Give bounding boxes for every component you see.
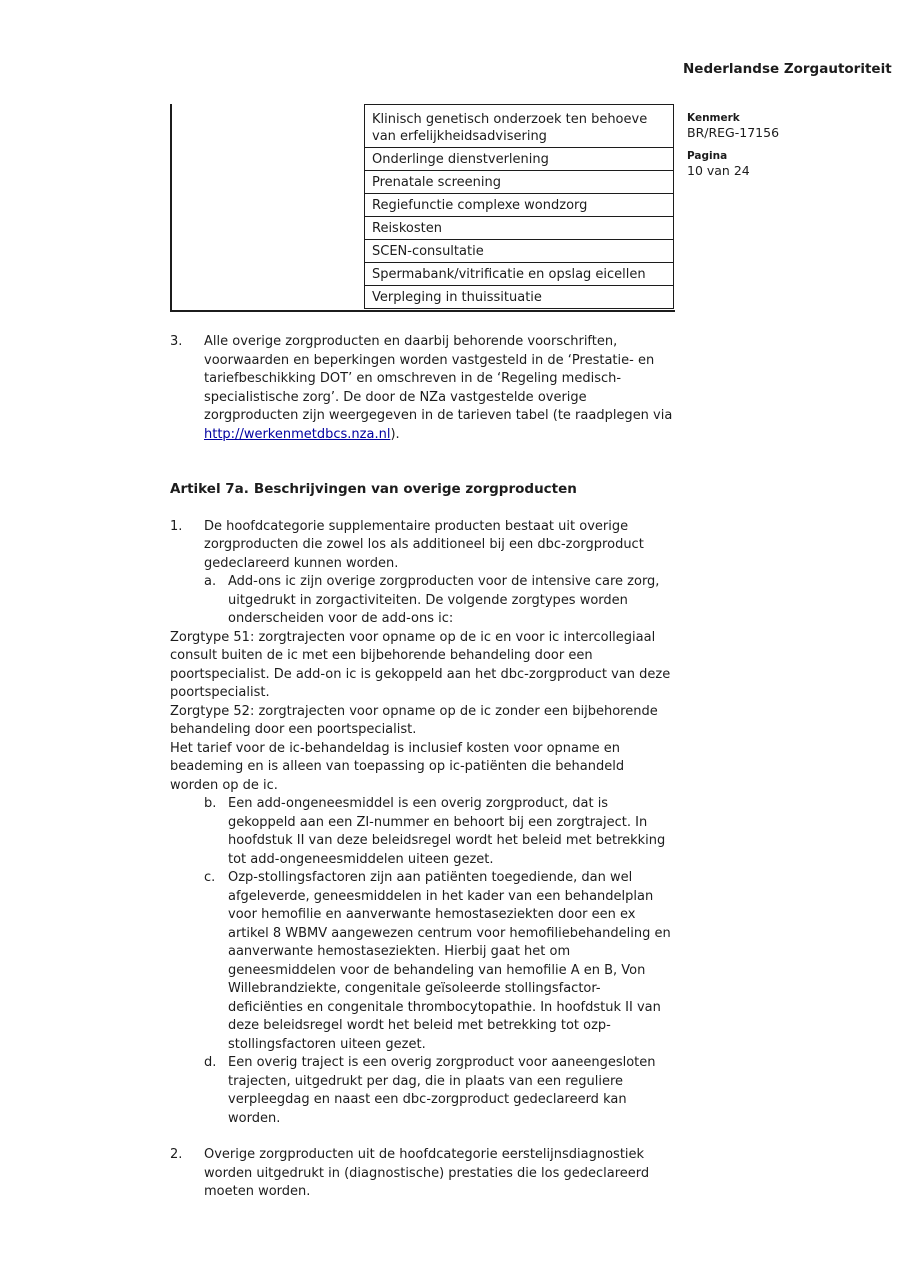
item3-text-after: ). bbox=[390, 426, 400, 442]
pagina-label: Pagina bbox=[687, 150, 728, 162]
kenmerk-label: Kenmerk bbox=[687, 112, 740, 124]
table-row: SCEN-consultatie bbox=[364, 239, 674, 264]
list-marker: d. bbox=[204, 1055, 217, 1070]
meta-pagina bbox=[687, 150, 847, 178]
numbered-item-2 bbox=[170, 1146, 675, 1202]
main-content bbox=[170, 104, 675, 1202]
sub-item-b bbox=[204, 795, 675, 869]
list-marker: b. bbox=[204, 796, 217, 811]
numbered-item-2-text: Overige zorgproducten uit de hoofdcategorie eerstelijnsdiagnostiek worden uitgedrukt in (diagnostische) prestaties die los gedeclareerd moeten worden. bbox=[204, 1147, 650, 1199]
item3-text-before: Alle overige zorgproducten en daarbij behorende voorschriften, voorwaarden en beperkingen worden vastgesteld in de ‘Prestatie- en tariefbeschikking DOT’ en omschreven in de ‘Regeling medisch-specialistische zorg’. De door de NZa vastgestelde overige zorgproducten zijn weergegeven in de tarieven tabel (te raadplegen via bbox=[204, 334, 673, 423]
zorgproducten-table bbox=[170, 104, 675, 312]
sub-item-d bbox=[204, 1054, 675, 1128]
article-heading-number: Artikel 7a. bbox=[170, 481, 249, 497]
brand-logo-text: Nederlandse Zorgautoriteit bbox=[683, 61, 892, 77]
zorgproducten-table-rows bbox=[364, 104, 674, 309]
table-row: Onderlinge dienstverlening bbox=[364, 147, 674, 172]
kenmerk-value: BR/REG-17156 bbox=[687, 125, 780, 140]
numbered-item-3-text bbox=[204, 333, 675, 444]
document-meta bbox=[687, 112, 847, 188]
table-row: Prenatale screening bbox=[364, 170, 674, 195]
table-row: Verpleging in thuissituatie bbox=[364, 285, 674, 310]
table-row: Reiskosten bbox=[364, 216, 674, 241]
numbered-item-1 bbox=[170, 518, 675, 574]
sub-item-b-text: Een add-ongeneesmiddel is een overig zorgproduct, dat is gekoppeld aan een ZI-nummer en behoort bij een zorgtraject. In hoofdstuk II van deze beleidsregel wordt het beleid met betrekking tot add-ongeneesmiddelen uiteen gezet. bbox=[228, 796, 666, 867]
werkenmetdbcs-link[interactable]: http://werkenmetdbcs.nza.nl bbox=[204, 426, 391, 442]
zorgtype-51-paragraph: Zorgtype 51: zorgtrajecten voor opname op de ic en voor ic intercollegiaal consult buiten de ic met een bijbehorende behandeling door een poortspecialist. De add-on ic is gekoppeld aan het dbc-zorgproduct van deze poortspecialist. bbox=[170, 629, 671, 700]
list-marker: 3. bbox=[170, 334, 183, 349]
tarief-paragraph: Het tarief voor de ic-behandeldag is inclusief kosten voor opname en beademing en is alleen van toepassing op ic-patiënten die behandeld worden op de ic. bbox=[170, 740, 625, 793]
table-row: Regiefunctie complexe wondzorg bbox=[364, 193, 674, 218]
article-heading bbox=[170, 480, 675, 499]
table-row: Spermabank/vitrificatie en opslag eicellen bbox=[364, 262, 674, 287]
sub-item-d-text: Een overig traject is een overig zorgproduct voor aaneengesloten trajecten, uitgedrukt per dag, die in plaats van een reguliere verpleegdag en naast een dbc-zorgproduct gedeclareerd kan worden. bbox=[228, 1055, 656, 1126]
pagina-value: 10 van 24 bbox=[687, 163, 750, 178]
list-marker: 2. bbox=[170, 1147, 183, 1162]
list-marker: c. bbox=[204, 870, 216, 885]
table-row: Klinisch genetisch onderzoek ten behoeve van erfelijkheidsadvisering bbox=[364, 104, 674, 148]
sub-item-c-text: Ozp-stollingsfactoren zijn aan patiënten toegediende, dan wel afgeleverde, geneesmiddelen in het kader van een behandelplan voor hemofilie en aanverwante hemostaseziekten door een ex artikel 8 WBMV aangewezen centrum voor hemofiliebehandeling en aanverwante hemostaseziekten. Hierbij gaat het om geneesmiddelen voor de behandeling van hemofilie A en B, Von Willebrandziekte, congenitale geïsoleerde stollingsfactor-deficiënties en congenitale thrombocytopathie. In hoofdstuk II van deze beleidsregel wordt het beleid met betrekking tot ozp-stollingsfactoren uiteen gezet. bbox=[228, 870, 671, 1052]
sub-item-a bbox=[204, 573, 675, 629]
list-marker: 1. bbox=[170, 518, 183, 534]
meta-kenmerk bbox=[687, 112, 847, 140]
article-heading-title: Beschrijvingen van overige zorgproducten bbox=[253, 481, 577, 497]
numbered-item-1-text: De hoofdcategorie supplementaire producten bestaat uit overige zorgproducten die zowel los als additioneel bij een dbc-zorgproduct gedeclareerd kunnen worden. bbox=[204, 518, 644, 571]
zorgtype-52-paragraph: Zorgtype 52: zorgtrajecten voor opname op de ic zonder een bijbehorende behandeling door een poortspecialist. bbox=[170, 703, 658, 737]
numbered-item-3 bbox=[170, 333, 675, 444]
sub-item-a-text: Add-ons ic zijn overige zorgproducten voor de intensive care zorg, uitgedrukt in zorgactiviteiten. De volgende zorgtypes worden onderscheiden voor de add-ons ic: bbox=[228, 574, 660, 626]
sub-item-c bbox=[204, 869, 675, 1054]
list-marker: a. bbox=[204, 574, 217, 589]
